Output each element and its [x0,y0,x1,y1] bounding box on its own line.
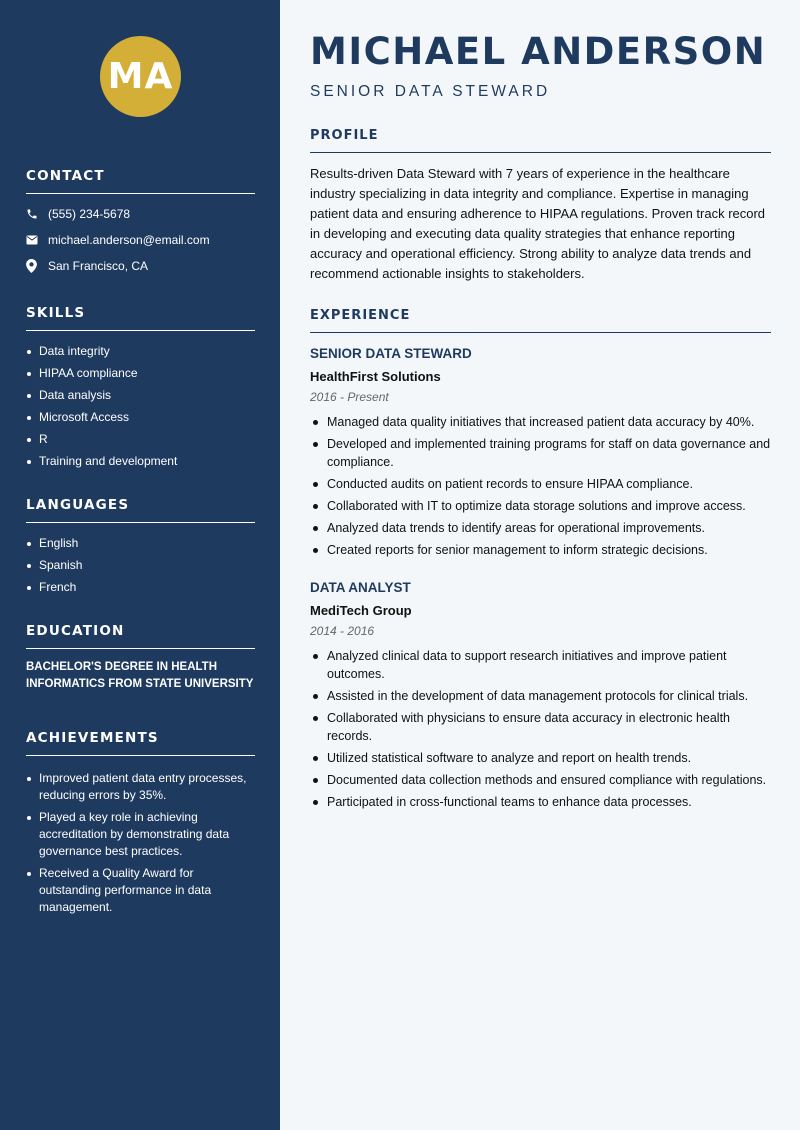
skill-item: Data integrity [26,343,255,360]
job-bullets [310,413,771,559]
achievement-item: Received a Quality Award for outstanding performance in data management. [26,865,255,916]
language-item: Spanish [26,557,255,574]
education-degree: BACHELOR'S DEGREE IN HEALTH INFORMATICS FROM STATE UNIVERSITY [26,661,254,690]
languages-list [26,535,255,596]
achievements-heading: ACHIEVEMENTS [26,730,255,756]
job-bullet: Conducted audits on patient records to ensure HIPAA compliance. [310,475,771,493]
person-name: MICHAEL ANDERSON [310,30,767,73]
job-bullet: Assisted in the development of data management protocols for clinical trials. [310,687,771,705]
contact-heading: CONTACT [26,168,255,194]
contact-location [26,253,255,279]
mail-icon [26,235,48,245]
skills-heading: SKILLS [26,305,255,331]
job-bullet: Developed and implemented training programs for staff on data governance and compliance. [310,435,771,471]
achievements-section [26,730,255,921]
job-bullet: Analyzed data trends to identify areas for operational improvements. [310,519,771,537]
job-bullet: Documented data collection methods and ensured compliance with regulations. [310,771,771,789]
contact-email [26,227,255,253]
job-company: MediTech Group [310,603,412,618]
skill-item: Microsoft Access [26,409,255,426]
contact-phone [26,201,255,227]
education-section [26,623,255,693]
job-bullet: Utilized statistical software to analyze and report on health trends. [310,749,771,767]
phone-icon [26,208,48,220]
job-entry [310,346,771,563]
avatar: MA [100,36,181,117]
job-entry [310,580,771,815]
job-bullet: Analyzed clinical data to support research initiatives and improve patient outcomes. [310,647,771,683]
achievement-item: Improved patient data entry processes, reducing errors by 35%. [26,770,255,804]
languages-heading: LANGUAGES [26,497,255,523]
languages-section [26,497,255,601]
language-item: French [26,579,255,596]
skill-item: Data analysis [26,387,255,404]
sidebar [0,0,280,1130]
job-company: HealthFirst Solutions [310,369,441,384]
job-bullet: Created reports for senior management to inform strategic decisions. [310,541,771,559]
location-pin-icon [26,259,48,273]
job-bullets [310,647,771,811]
language-item: English [26,535,255,552]
job-title-header: SENIOR DATA STEWARD [310,83,551,100]
achievements-list [26,770,255,916]
achievement-item: Played a key role in achieving accreditation by demonstrating data governance best practices. [26,809,255,860]
job-title: SENIOR DATA STEWARD [310,346,472,361]
education-heading: EDUCATION [26,623,255,649]
job-bullet: Managed data quality initiatives that increased patient data accuracy by 40%. [310,413,771,431]
skills-list [26,343,255,470]
skill-item: HIPAA compliance [26,365,255,382]
contact-section [26,168,255,279]
phone-text: (555) 234-5678 [48,207,131,221]
experience-heading: EXPERIENCE [310,308,771,333]
profile-text: Results-driven Data Steward with 7 years of experience in the healthcare industry specializing in data integrity and compliance. Expertise in managing patient data and ensuring adherence to HIPAA regulations. Proven track record in developing and executing data quality strategies that enhance reporting accuracy and operational efficiency. Strong ability to analyze data trends and recommend actionable insights to stakeholders. [310,166,766,281]
profile-heading: PROFILE [310,128,771,153]
email-text: michael.anderson@email.com [48,233,210,247]
skill-item: Training and development [26,453,255,470]
job-dates: 2016 - Present [310,390,389,404]
skill-item: R [26,431,255,448]
job-bullet: Participated in cross-functional teams to enhance data processes. [310,793,771,811]
skills-section [26,305,255,475]
job-dates: 2014 - 2016 [310,624,375,638]
job-title: DATA ANALYST [310,580,411,595]
job-bullet: Collaborated with IT to optimize data storage solutions and improve access. [310,497,771,515]
job-bullet: Collaborated with physicians to ensure data accuracy in electronic health records. [310,709,771,745]
location-text: San Francisco, CA [48,259,149,273]
